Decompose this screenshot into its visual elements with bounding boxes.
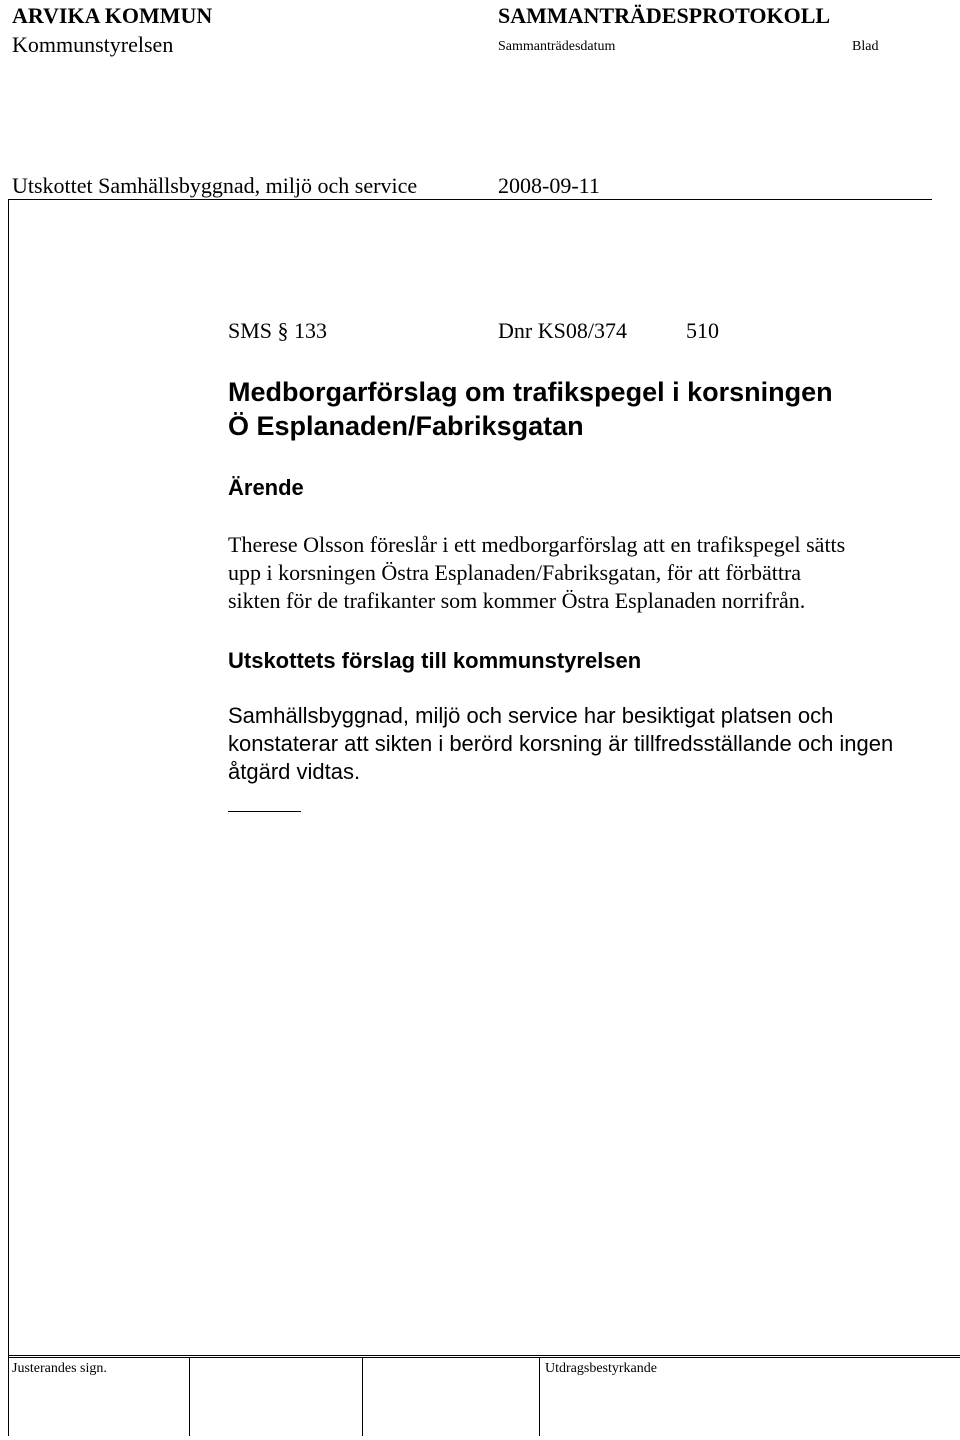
paragraph-line: sikten för de trafikanter som kommer Östra Esplanaden norrifrån. [228,588,806,613]
frame-left-rule [8,199,9,1436]
document-type: SAMMANTRÄDESPROTOKOLL [498,3,831,28]
organization-name: ARVIKA KOMMUN [12,3,213,28]
paragraph-line: åtgärd vidtas. [228,759,361,784]
paragraph-line: upp i korsningen Östra Esplanaden/Fabriksgatan, för att förbättra [228,560,802,585]
paragraph-line: Samhällsbyggnad, miljö och service har besiktigat platsen och [228,703,834,728]
footer-divider [539,1357,540,1436]
arende-heading: Ärende [228,475,304,500]
arende-paragraph [228,531,845,615]
classification-code: 510 [686,318,719,343]
justerandes-sign-label: Justerandes sign. [12,1361,107,1376]
footer-divider [189,1357,190,1436]
proposal-heading: Utskottets förslag till kommunstyrelsen [228,648,642,673]
paragraph-line: Therese Olsson föreslår i ett medborgarförslag att en trafikspegel sätts [228,532,846,557]
committee-name: Utskottet Samhällsbyggnad, miljö och service [12,173,418,198]
section-end-rule [228,811,301,812]
department-name: Kommunstyrelsen [12,32,174,57]
case-title-line: Ö Esplanaden/Fabriksgatan [228,411,584,441]
meeting-date: 2008-09-11 [498,173,600,198]
page-label: Blad [852,39,879,54]
proposal-paragraph [228,702,893,786]
registration-number: Dnr KS08/374 [498,318,627,343]
case-title-line: Medborgarförslag om trafikspegel i korsningen [228,377,833,407]
case-title [228,375,833,443]
footer-divider [362,1357,363,1436]
section-number: SMS § 133 [228,318,328,343]
frame-top-rule [8,199,932,200]
footer-top-rule [8,1355,960,1356]
paragraph-line: konstaterar att sikten i berörd korsning är tillfredsställande och ingen [228,731,894,756]
meeting-date-label: Sammanträdesdatum [498,39,616,54]
utdragsbestyrkande-label: Utdragsbestyrkande [545,1361,657,1376]
footer-top-rule-inner [8,1357,960,1358]
